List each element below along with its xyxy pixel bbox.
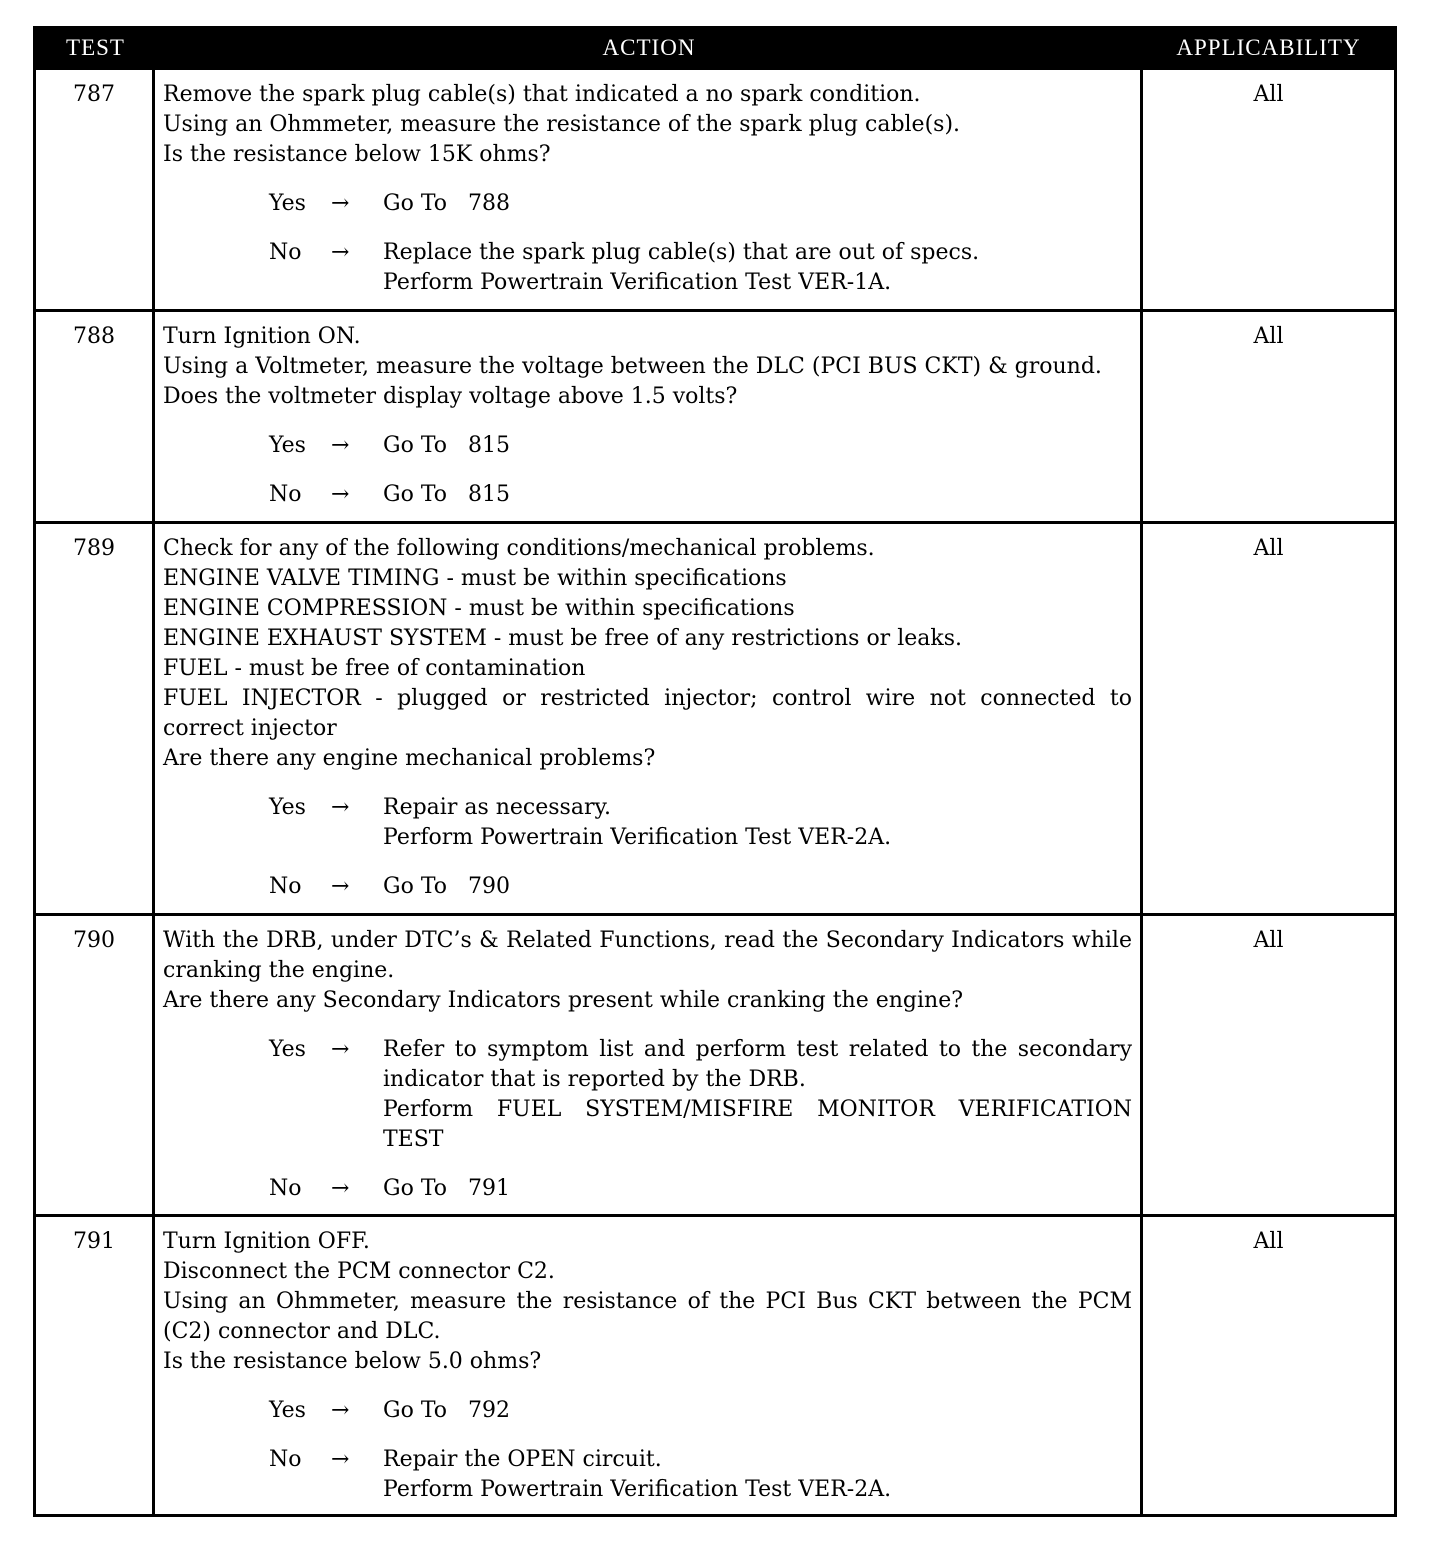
arrow-icon: → [331, 874, 350, 899]
test-number: 789 [36, 524, 155, 913]
action-line: ENGINE COMPRESSION - must be within specifications [163, 596, 795, 621]
answer-result [383, 431, 1132, 461]
result-line: Go To 791 [383, 1176, 510, 1201]
header-applicability: APPLICABILITY [1176, 35, 1361, 60]
action-line: Remove the spark plug cable(s) that indicated a no spark condition. [163, 82, 921, 107]
result-line: Perform Powertrain Verification Test VER-1A. [383, 270, 892, 295]
table-header [36, 29, 1394, 67]
answer-result [383, 238, 1132, 298]
answer-result [383, 1396, 1132, 1426]
result-line: Go To 790 [383, 874, 510, 899]
arrow-icon: → [331, 433, 350, 458]
action-line: FUEL - must be free of contamination [163, 656, 586, 681]
applicability: All [1253, 324, 1284, 349]
result-line: Repair the OPEN circuit. [383, 1447, 662, 1472]
action-line: With the DRB, under DTC’s & Related Functions, read the Secondary Indicators while cranking the engine. [163, 928, 1132, 983]
action-line: ENGINE EXHAUST SYSTEM - must be free of any restrictions or leaks. [163, 626, 962, 651]
answer-no [163, 1445, 1132, 1505]
answer-yes [163, 1035, 1139, 1155]
answer-no [163, 1174, 1132, 1204]
answer-yes [163, 189, 1132, 219]
table-body [36, 67, 1394, 1514]
answer-no [163, 480, 1132, 510]
action-cell [155, 916, 1143, 1214]
answer-label: Yes [269, 433, 306, 458]
test-number: 790 [36, 916, 155, 1214]
answer-no [163, 872, 1132, 902]
applicability: All [1253, 928, 1284, 953]
action-line: Are there any engine mechanical problems? [163, 746, 656, 771]
answer-no [163, 238, 1132, 298]
arrow-icon: → [331, 1447, 350, 1472]
arrow-icon: → [331, 1176, 350, 1201]
answer-yes [163, 1396, 1132, 1426]
answer-yes [163, 431, 1132, 461]
header-test: TEST [66, 35, 125, 60]
arrow-icon: → [331, 191, 350, 216]
test-number: 788 [36, 312, 155, 521]
diagnostic-test-table [33, 26, 1397, 1517]
header-action: ACTION [602, 35, 696, 60]
table-row [36, 309, 1394, 521]
action-line: Turn Ignition ON. [163, 324, 361, 349]
answer-label: Yes [269, 795, 306, 820]
action-line: Is the resistance below 15K ohms? [163, 142, 551, 167]
table-row [36, 67, 1394, 309]
arrow-icon: → [331, 795, 350, 820]
action-line: Using an Ohmmeter, measure the resistance of the spark plug cable(s). [163, 112, 961, 137]
action-line: Check for any of the following conditions/mechanical problems. [163, 536, 875, 561]
result-line: Repair as necessary. [383, 795, 611, 820]
action-cell [155, 312, 1143, 521]
action-line: Is the resistance below 5.0 ohms? [163, 1349, 542, 1374]
table-row [36, 1214, 1394, 1514]
test-number: 791 [36, 1217, 155, 1514]
answer-label: Yes [269, 1398, 306, 1423]
result-line: Perform Powertrain Verification Test VER-2A. [383, 1477, 892, 1502]
answer-label: No [269, 482, 302, 507]
arrow-icon: → [331, 240, 350, 265]
action-line: Disconnect the PCM connector C2. [163, 1259, 555, 1284]
arrow-icon: → [331, 1398, 350, 1423]
answer-label: No [269, 1447, 302, 1472]
action-line: Using a Voltmeter, measure the voltage between the DLC (PCI BUS CKT) & ground. [163, 354, 1102, 379]
answer-label: No [269, 1176, 302, 1201]
action-cell [155, 524, 1143, 913]
answer-result [383, 480, 1132, 510]
table-row [36, 913, 1394, 1214]
answer-result [383, 1174, 1132, 1204]
action-line: ENGINE VALVE TIMING - must be within specifications [163, 566, 787, 591]
result-line: Refer to symptom list and perform test related to the secondary indicator that is reported by the DRB. [383, 1037, 1139, 1092]
answer-label: Yes [269, 191, 306, 216]
result-line: Go To 788 [383, 191, 510, 216]
result-line: Perform FUEL SYSTEM/MISFIRE MONITOR VERIFICATION TEST [383, 1097, 1139, 1152]
result-line: Go To 815 [383, 433, 510, 458]
result-line: Replace the spark plug cable(s) that are out of specs. [383, 240, 980, 265]
action-line: Are there any Secondary Indicators present while cranking the engine? [163, 988, 964, 1013]
answer-label: Yes [269, 1037, 306, 1062]
applicability: All [1253, 82, 1284, 107]
action-line: Using an Ohmmeter, measure the resistance of the PCI Bus CKT between the PCM (C2) connector and DLC. [163, 1289, 1132, 1344]
answer-label: No [269, 240, 302, 265]
arrow-icon: → [331, 1037, 350, 1062]
answer-result [383, 189, 1132, 219]
arrow-icon: → [331, 482, 350, 507]
action-cell [155, 1217, 1143, 1514]
action-cell [155, 70, 1143, 309]
answer-result [383, 1445, 1132, 1505]
answer-yes [163, 793, 1132, 853]
answer-result [383, 872, 1132, 902]
result-line: Go To 815 [383, 482, 510, 507]
action-line: Does the voltmeter display voltage above 1.5 volts? [163, 384, 738, 409]
answer-result [383, 1035, 1139, 1155]
applicability: All [1253, 536, 1284, 561]
answer-result [383, 793, 1132, 853]
action-line: Turn Ignition OFF. [163, 1229, 370, 1254]
answer-label: No [269, 874, 302, 899]
result-line: Perform Powertrain Verification Test VER-2A. [383, 825, 892, 850]
test-number: 787 [36, 70, 155, 309]
action-line: FUEL INJECTOR - plugged or restricted injector; control wire not connected to correct injector [163, 686, 1132, 741]
table-row [36, 521, 1394, 913]
result-line: Go To 792 [383, 1398, 510, 1423]
applicability: All [1253, 1229, 1284, 1254]
